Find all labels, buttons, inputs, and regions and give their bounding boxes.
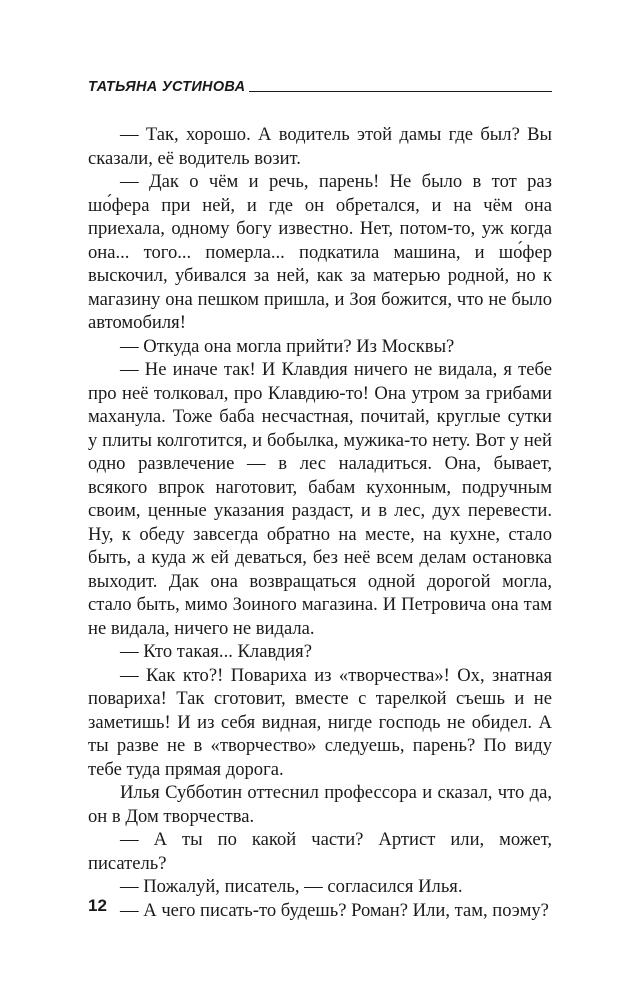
running-head-author: ТАТЬЯНА УСТИНОВА [88, 79, 246, 95]
paragraph: — А чего писать-то будешь? Роман? Или, там, поэму? [120, 899, 549, 921]
paragraph: — Так, хорошо. А водитель этой дамы где был? Вы сказали, её водитель возит. [88, 124, 552, 169]
paragraph: Илья Субботин оттеснил профессора и сказал, что да, он в Дом творчества. [88, 782, 552, 827]
paragraph: — Дак о чём и речь, парень! Не было в тот раз шо́фера при ней, и где он обретался, и на чём она приехала, одному богу известно. Нет, потом-то, уж когда она... того... померла... подкатила машина, и шо́фер выскочил, убивался за ней, как за матерью родной, но к магазину она пешком пришла, и Зоя божится, что не было автомобиля! [88, 171, 552, 333]
paragraph: — А ты по какой части? Артист или, может, писатель? [88, 829, 552, 874]
page-number: 12 [88, 896, 107, 915]
paragraph: — Пожалуй, писатель, — согласился Илья. [120, 876, 463, 897]
paragraph: — Откуда она могла прийти? Из Москвы? [120, 335, 455, 357]
running-head-rule [249, 91, 552, 92]
paragraph: — Не иначе так! И Клавдия ничего не видала, я тебе про неё толковал, про Клавдию-то! Она утром за грибами маханула. Тоже баба несчастная, почитай, круглые сутки у плиты колготится, и бобылка, мужика-то нету. Вот у ней одно развлечение — в лес наладиться. Она, бывает, всякого впрок наготовит, бабам кухонным, подручным своим, ценные указания раздаст, и в лес, дух перевести. Ну, к обеду завсегда обратно на месте, на кухне, стало быть, а куда ж ей деваться, без неё всем делам остановка выходит. Дак она возвращаться одной дорогой могла, стало быть, мимо Зоиного магазина. И Петровича она там не видала, ничего не видала. [88, 359, 552, 639]
running-head [88, 79, 552, 95]
body-text [88, 123, 552, 922]
paragraph: — Как кто?! Повариха из «творчества»! Ох, знатная повариха! Так сготовит, вместе с тарелкой съешь и не заметишь! И из себя видная, нигде господь не обидел. А ты разве не в «творчество» следуешь, парень? По виду тебе туда прямая дорога. [88, 664, 552, 780]
paragraph: — Кто такая... Клавдия? [120, 641, 312, 662]
